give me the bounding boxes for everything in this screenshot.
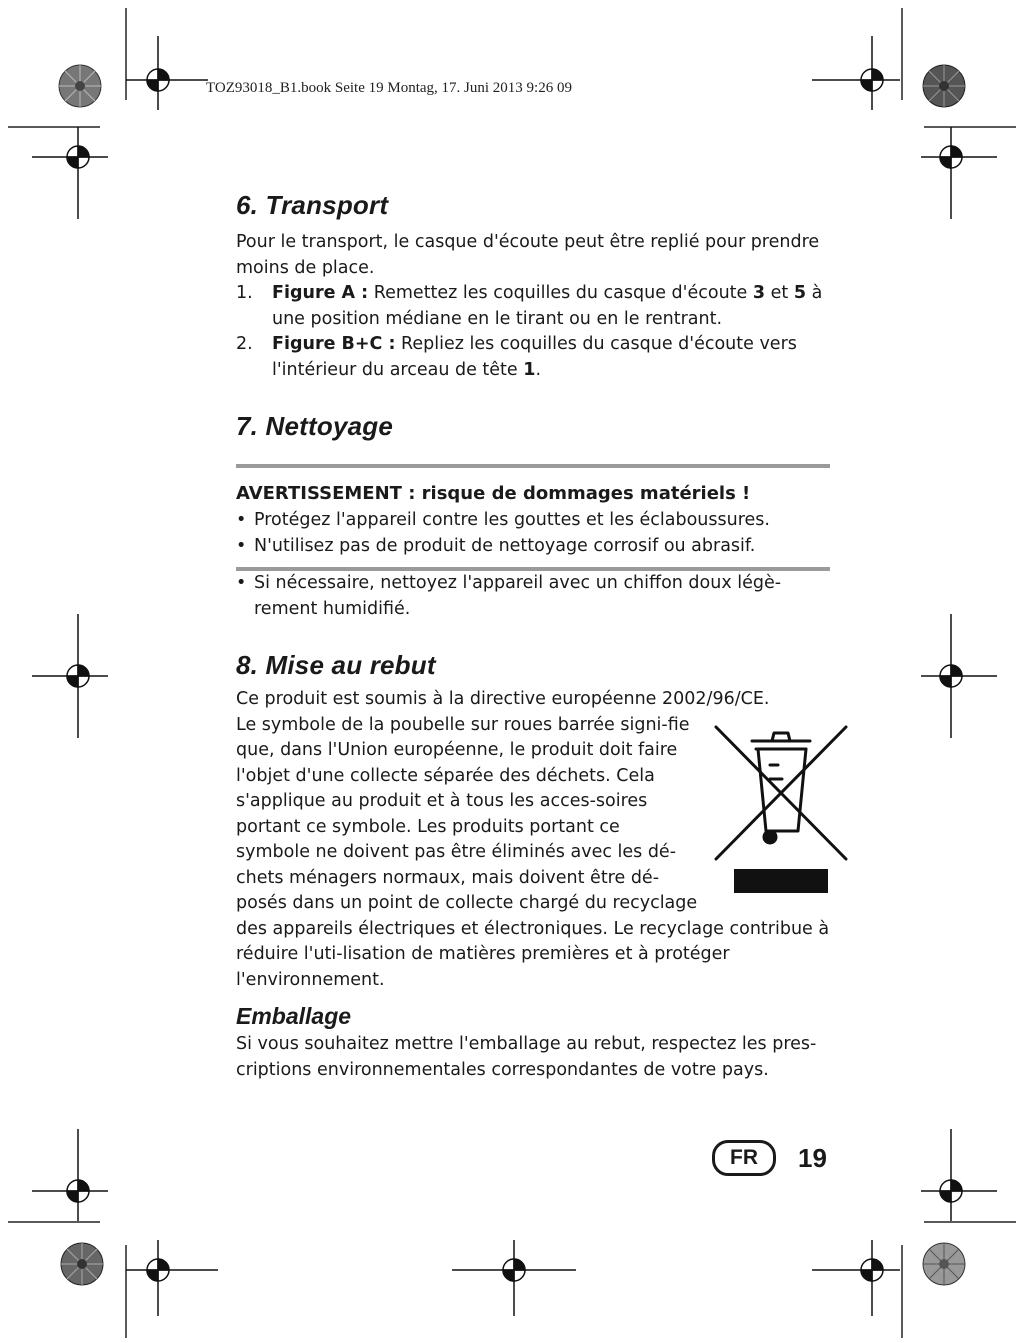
crossed-out-wheelie-bin-icon bbox=[712, 719, 852, 897]
warning-text: Protégez l'appareil contre les gouttes et les éclaboussures. bbox=[254, 510, 770, 530]
step-number: 2. bbox=[236, 334, 253, 354]
crosshair-right-lower bbox=[921, 1129, 997, 1221]
cleaning-text: Si nécessaire, nettoyez l'appareil avec un chiffon doux légè-rement humidifié. bbox=[254, 573, 782, 619]
step-number: 1. bbox=[236, 283, 253, 303]
disposal-body-wrap bbox=[236, 713, 832, 994]
crosshair-left-middle bbox=[32, 614, 108, 738]
calibration-wheel-bottom-right bbox=[923, 1243, 965, 1285]
warning-box bbox=[236, 464, 830, 571]
figure-label: Figure B+C : bbox=[272, 334, 396, 354]
part-ref: 3 bbox=[752, 283, 766, 303]
crosshair-left-lower bbox=[32, 1129, 108, 1221]
bullet: • bbox=[236, 535, 247, 556]
language-badge: FR bbox=[712, 1140, 776, 1176]
figure-label: Figure A : bbox=[272, 283, 369, 303]
list-item bbox=[236, 332, 832, 383]
subsection-title-packaging: Emballage bbox=[236, 1003, 352, 1029]
step-text: . bbox=[535, 359, 542, 380]
page-footer bbox=[712, 1140, 827, 1176]
page-number: 19 bbox=[798, 1142, 827, 1173]
transport-steps bbox=[236, 281, 832, 383]
directive-text: Ce produit est soumis à la directive européenne 2002/96/CE. bbox=[236, 689, 770, 709]
crosshair-right-upper bbox=[921, 127, 997, 219]
transport-intro: Pour le transport, le casque d'écoute peut être replié pour prendre moins de place. bbox=[236, 232, 820, 278]
wheelie-bin-icon bbox=[712, 719, 852, 869]
warning-text: N'utilisez pas de produit de nettoyage corrosif ou abrasif. bbox=[254, 535, 756, 556]
crosshair-right-middle bbox=[921, 614, 997, 738]
calibration-wheel-top-left bbox=[59, 65, 101, 107]
list-item bbox=[236, 508, 830, 534]
step-text: et bbox=[765, 283, 794, 303]
part-ref: 1 bbox=[523, 359, 536, 380]
crosshair-bottom-center bbox=[452, 1240, 576, 1316]
section-title-transport: 6. Transport bbox=[236, 190, 389, 220]
crosshair-top-right bbox=[812, 36, 900, 110]
crosshair-left-upper bbox=[32, 127, 108, 219]
crosshair-bottom-right bbox=[812, 1240, 900, 1316]
list-item bbox=[236, 281, 832, 332]
bullet: • bbox=[236, 573, 247, 593]
section-title-cleaning: 7. Nettoyage bbox=[236, 411, 394, 441]
step-text: à une position médiane en le tirant ou en le rentrant. bbox=[272, 283, 823, 329]
warning-title: AVERTISSEMENT : risque de dommages matériels ! bbox=[236, 483, 751, 504]
list-item bbox=[236, 534, 830, 560]
step-text: Repliez les coquilles du casque d'écoute vers l'intérieur du arceau de tête bbox=[272, 334, 797, 380]
calibration-wheel-top-right bbox=[923, 65, 965, 107]
crosshair-top-left bbox=[126, 36, 208, 110]
calibration-wheel-bottom-left bbox=[61, 1243, 103, 1285]
bullet: • bbox=[236, 510, 247, 530]
list-item bbox=[236, 571, 832, 622]
print-slug: TOZ93018_B1.book Seite 19 Montag, 17. Juni 2013 9:26 09 bbox=[206, 80, 572, 96]
section-title-disposal: 8. Mise au rebut bbox=[236, 650, 436, 680]
packaging-text: Si vous souhaitez mettre l'emballage au rebut, respectez les pres-criptions environnementales correspondantes de votre pays. bbox=[236, 1034, 817, 1080]
step-text: Remettez les coquilles du casque d'écoute bbox=[368, 283, 753, 303]
separate-collection-bar bbox=[734, 869, 828, 893]
warning-list bbox=[236, 508, 830, 559]
part-ref: 5 bbox=[793, 283, 806, 303]
cleaning-list bbox=[236, 571, 832, 622]
disposal-text: Le symbole de la poubelle sur roues barrée signi-fie que, dans l'Union européenne, le produit doit faire l'objet d'une collecte séparée des déchets. Cela s'applique au produit et à tous les acces-soires portant ce symbole. Les produits portant ce symbole ne doivent pas être éliminés avec les dé-chets ménagers normaux, mais doivent être dé-posés dans un point de collecte chargé du recyclage des appareils électriques et électroniques. Le recyclage contribue à réduire l'uti-lisation de matières premières et à protéger l'environnement. bbox=[236, 714, 830, 990]
crosshair-bottom-left bbox=[126, 1240, 218, 1316]
page-content bbox=[236, 190, 832, 1083]
